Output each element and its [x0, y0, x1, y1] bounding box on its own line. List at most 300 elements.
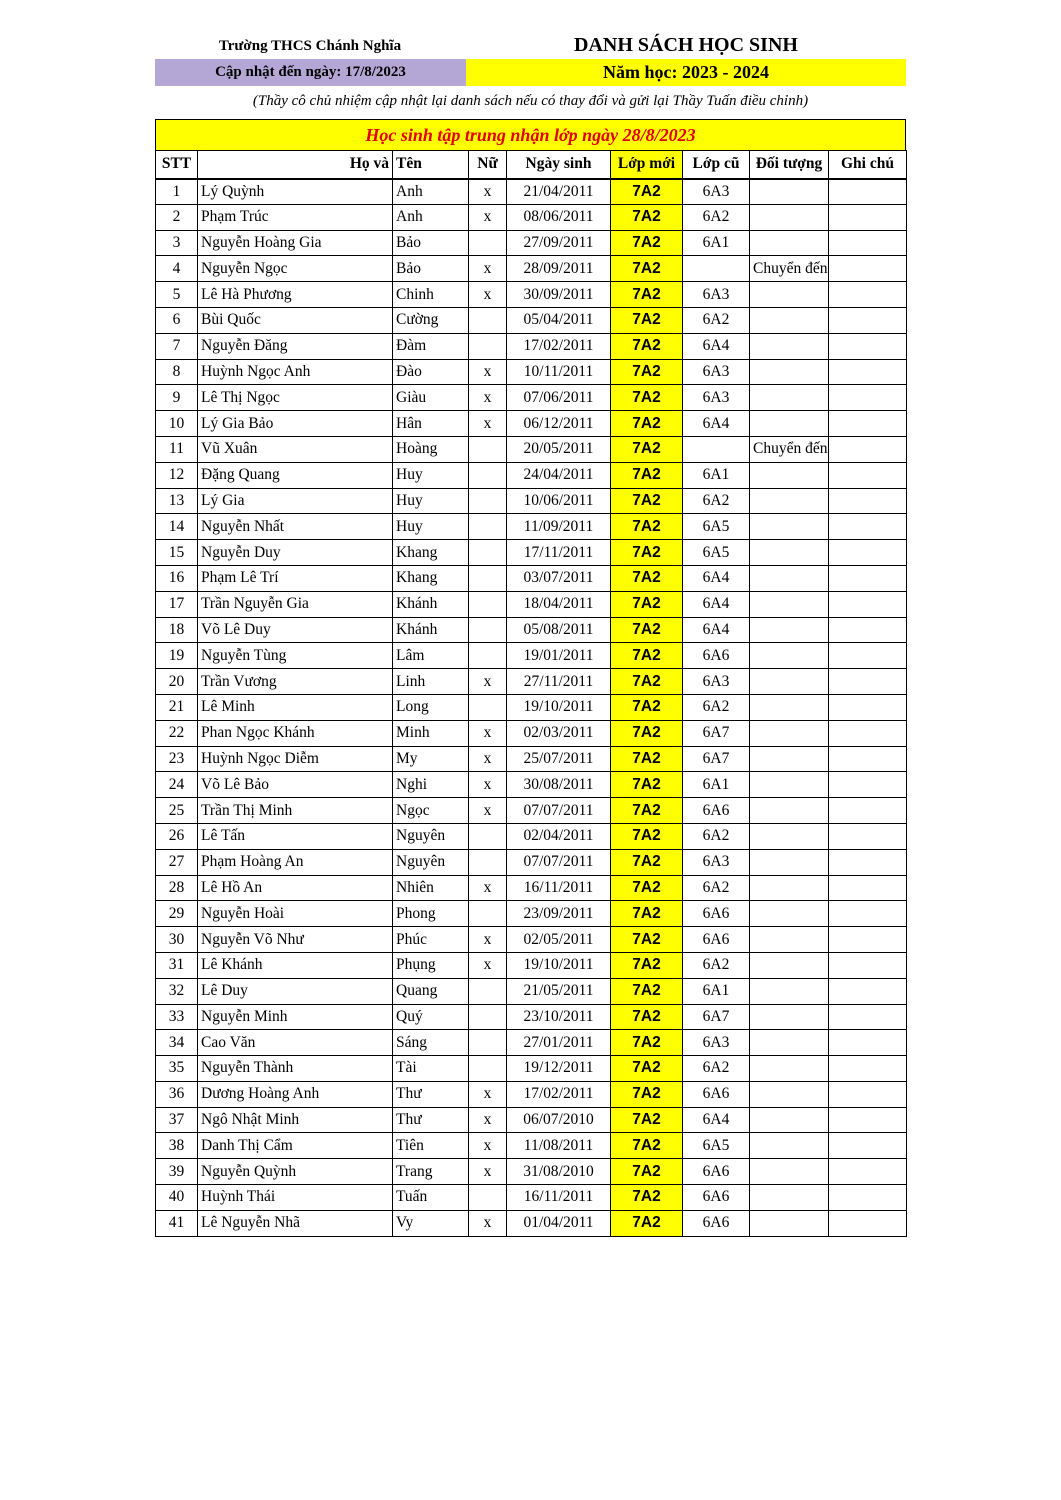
cell-nu: x	[469, 1081, 507, 1107]
cell-doi-tuong	[750, 385, 829, 411]
cell-lop-moi: 7A2	[611, 307, 683, 333]
table-row	[156, 540, 907, 566]
cell-ghi-chu	[829, 282, 907, 308]
cell-nu	[469, 436, 507, 462]
cell-doi-tuong	[750, 617, 829, 643]
cell-doi-tuong	[750, 669, 829, 695]
cell-ghi-chu	[829, 875, 907, 901]
cell-ho: Lê Thị Ngọc	[198, 385, 393, 411]
cell-doi-tuong	[750, 1133, 829, 1159]
cell-doi-tuong	[750, 720, 829, 746]
cell-ten: Phúc	[393, 927, 469, 953]
cell-nu: x	[469, 204, 507, 230]
cell-ho: Đặng Quang	[198, 462, 393, 488]
cell-lop-cu: 6A3	[683, 179, 750, 205]
cell-doi-tuong	[750, 462, 829, 488]
cell-doi-tuong: Chuyển đến	[750, 256, 829, 282]
cell-ho: Phạm Lê Trí	[198, 565, 393, 591]
cell-stt: 14	[156, 514, 198, 540]
cell-lop-cu: 6A5	[683, 540, 750, 566]
table-row	[156, 643, 907, 669]
cell-lop-moi: 7A2	[611, 514, 683, 540]
table-row	[156, 282, 907, 308]
cell-ho: Phan Ngọc Khánh	[198, 720, 393, 746]
cell-stt: 23	[156, 746, 198, 772]
cell-lop-moi: 7A2	[611, 875, 683, 901]
cell-nu	[469, 230, 507, 256]
school-year: Năm học: 2023 - 2024	[466, 59, 906, 86]
cell-ghi-chu	[829, 1159, 907, 1185]
cell-lop-cu: 6A1	[683, 978, 750, 1004]
cell-nu: x	[469, 1133, 507, 1159]
cell-nu	[469, 823, 507, 849]
cell-ghi-chu	[829, 307, 907, 333]
cell-doi-tuong	[750, 488, 829, 514]
cell-doi-tuong	[750, 230, 829, 256]
cell-lop-cu: 6A6	[683, 798, 750, 824]
cell-lop-moi: 7A2	[611, 591, 683, 617]
cell-stt: 40	[156, 1185, 198, 1211]
cell-lop-cu: 6A6	[683, 643, 750, 669]
cell-ten: Đào	[393, 359, 469, 385]
cell-lop-cu: 6A6	[683, 1185, 750, 1211]
cell-ho: Nguyễn Quỳnh	[198, 1159, 393, 1185]
cell-lop-cu: 6A6	[683, 1081, 750, 1107]
cell-ghi-chu	[829, 978, 907, 1004]
cell-ho: Lê Duy	[198, 978, 393, 1004]
cell-lop-moi: 7A2	[611, 204, 683, 230]
cell-doi-tuong	[750, 901, 829, 927]
cell-ten: Chinh	[393, 282, 469, 308]
table-row	[156, 436, 907, 462]
cell-ho: Trần Vương	[198, 669, 393, 695]
cell-doi-tuong	[750, 694, 829, 720]
cell-ho: Lê Minh	[198, 694, 393, 720]
cell-ten: Linh	[393, 669, 469, 695]
cell-ngay-sinh: 21/05/2011	[507, 978, 611, 1004]
cell-lop-cu: 6A3	[683, 359, 750, 385]
cell-nu	[469, 978, 507, 1004]
cell-lop-moi: 7A2	[611, 540, 683, 566]
cell-nu	[469, 1030, 507, 1056]
table-row	[156, 798, 907, 824]
cell-ten: Bảo	[393, 230, 469, 256]
cell-ho: Võ Lê Bảo	[198, 772, 393, 798]
cell-stt: 12	[156, 462, 198, 488]
col-header-ten: Tên	[393, 151, 469, 179]
cell-ten: Phụng	[393, 952, 469, 978]
cell-stt: 11	[156, 436, 198, 462]
cell-ten: Thư	[393, 1081, 469, 1107]
table-row	[156, 488, 907, 514]
cell-ngay-sinh: 23/10/2011	[507, 1004, 611, 1030]
cell-stt: 33	[156, 1004, 198, 1030]
cell-ngay-sinh: 20/05/2011	[507, 436, 611, 462]
cell-ten: Tài	[393, 1056, 469, 1082]
cell-ho: Lê Hà Phương	[198, 282, 393, 308]
cell-ho: Bùi Quốc	[198, 307, 393, 333]
cell-ngay-sinh: 27/09/2011	[507, 230, 611, 256]
cell-ghi-chu	[829, 540, 907, 566]
cell-doi-tuong	[750, 540, 829, 566]
table-row	[156, 746, 907, 772]
table-row	[156, 1030, 907, 1056]
cell-ngay-sinh: 25/07/2011	[507, 746, 611, 772]
cell-lop-cu: 6A2	[683, 875, 750, 901]
cell-ghi-chu	[829, 411, 907, 437]
cell-lop-cu: 6A3	[683, 1030, 750, 1056]
cell-nu: x	[469, 1159, 507, 1185]
cell-ghi-chu	[829, 256, 907, 282]
cell-nu: x	[469, 179, 507, 205]
cell-stt: 3	[156, 230, 198, 256]
cell-ho: Nguyễn Thành	[198, 1056, 393, 1082]
cell-ho: Phạm Hoàng An	[198, 849, 393, 875]
cell-lop-cu: 6A7	[683, 720, 750, 746]
cell-ho: Lê Hồ An	[198, 875, 393, 901]
cell-ghi-chu	[829, 591, 907, 617]
cell-doi-tuong	[750, 823, 829, 849]
cell-ghi-chu	[829, 1210, 907, 1236]
cell-ho: Nguyễn Hoài	[198, 901, 393, 927]
cell-ho: Nguyễn Nhất	[198, 514, 393, 540]
cell-doi-tuong	[750, 1004, 829, 1030]
table-row	[156, 617, 907, 643]
cell-ten: Cường	[393, 307, 469, 333]
cell-ngay-sinh: 30/08/2011	[507, 772, 611, 798]
cell-stt: 24	[156, 772, 198, 798]
cell-ho: Huỳnh Thái	[198, 1185, 393, 1211]
cell-doi-tuong	[750, 411, 829, 437]
cell-nu: x	[469, 256, 507, 282]
cell-stt: 18	[156, 617, 198, 643]
cell-stt: 13	[156, 488, 198, 514]
cell-ngay-sinh: 17/02/2011	[507, 1081, 611, 1107]
cell-stt: 35	[156, 1056, 198, 1082]
cell-lop-moi: 7A2	[611, 978, 683, 1004]
cell-ngay-sinh: 02/04/2011	[507, 823, 611, 849]
cell-lop-moi: 7A2	[611, 1081, 683, 1107]
cell-ghi-chu	[829, 359, 907, 385]
cell-ghi-chu	[829, 1004, 907, 1030]
cell-ghi-chu	[829, 462, 907, 488]
cell-ghi-chu	[829, 1030, 907, 1056]
table-row	[156, 1056, 907, 1082]
cell-ghi-chu	[829, 746, 907, 772]
cell-stt: 17	[156, 591, 198, 617]
table-row	[156, 1185, 907, 1211]
col-header-doi-tuong: Đối tượng	[750, 151, 829, 179]
cell-lop-moi: 7A2	[611, 617, 683, 643]
cell-nu: x	[469, 1210, 507, 1236]
cell-ngay-sinh: 31/08/2010	[507, 1159, 611, 1185]
cell-stt: 31	[156, 952, 198, 978]
cell-ngay-sinh: 24/04/2011	[507, 462, 611, 488]
cell-lop-moi: 7A2	[611, 772, 683, 798]
cell-lop-moi: 7A2	[611, 1159, 683, 1185]
cell-ho: Lý Gia	[198, 488, 393, 514]
cell-lop-cu: 6A3	[683, 849, 750, 875]
cell-lop-moi: 7A2	[611, 462, 683, 488]
cell-doi-tuong	[750, 591, 829, 617]
cell-ghi-chu	[829, 1185, 907, 1211]
cell-ho: Cao Văn	[198, 1030, 393, 1056]
cell-ho: Nguyễn Duy	[198, 540, 393, 566]
table-row	[156, 411, 907, 437]
cell-nu: x	[469, 746, 507, 772]
cell-lop-cu: 6A2	[683, 488, 750, 514]
table-row	[156, 1133, 907, 1159]
table-header-row	[156, 151, 907, 179]
cell-lop-moi: 7A2	[611, 333, 683, 359]
cell-nu	[469, 565, 507, 591]
cell-ghi-chu	[829, 901, 907, 927]
cell-doi-tuong	[750, 514, 829, 540]
col-header-ngay-sinh: Ngày sinh	[507, 151, 611, 179]
cell-doi-tuong	[750, 952, 829, 978]
cell-ngay-sinh: 10/06/2011	[507, 488, 611, 514]
cell-lop-moi: 7A2	[611, 823, 683, 849]
cell-doi-tuong	[750, 307, 829, 333]
cell-nu: x	[469, 720, 507, 746]
cell-nu	[469, 540, 507, 566]
cell-lop-moi: 7A2	[611, 282, 683, 308]
cell-ngay-sinh: 06/07/2010	[507, 1107, 611, 1133]
cell-ten: Giàu	[393, 385, 469, 411]
col-header-stt: STT	[156, 151, 198, 179]
cell-ho: Võ Lê Duy	[198, 617, 393, 643]
cell-lop-moi: 7A2	[611, 436, 683, 462]
cell-stt: 1	[156, 179, 198, 205]
cell-ho: Vũ Xuân	[198, 436, 393, 462]
cell-ghi-chu	[829, 694, 907, 720]
cell-nu	[469, 617, 507, 643]
col-header-lop-moi: Lớp mới	[611, 151, 683, 179]
cell-ngay-sinh: 07/07/2011	[507, 798, 611, 824]
cell-ten: Lâm	[393, 643, 469, 669]
table-row	[156, 849, 907, 875]
cell-lop-cu: 6A4	[683, 591, 750, 617]
cell-ten: Nguyên	[393, 823, 469, 849]
cell-ho: Nguyễn Võ Như	[198, 927, 393, 953]
cell-lop-moi: 7A2	[611, 669, 683, 695]
cell-doi-tuong	[750, 333, 829, 359]
cell-ngay-sinh: 11/08/2011	[507, 1133, 611, 1159]
cell-doi-tuong	[750, 978, 829, 1004]
cell-lop-cu: 6A2	[683, 694, 750, 720]
table-row	[156, 307, 907, 333]
cell-doi-tuong	[750, 179, 829, 205]
cell-ten: Khang	[393, 540, 469, 566]
cell-ten: Tiên	[393, 1133, 469, 1159]
cell-stt: 15	[156, 540, 198, 566]
cell-ngay-sinh: 06/12/2011	[507, 411, 611, 437]
cell-ho: Lý Gia Bảo	[198, 411, 393, 437]
cell-ho: Huỳnh Ngọc Anh	[198, 359, 393, 385]
cell-ngay-sinh: 01/04/2011	[507, 1210, 611, 1236]
cell-doi-tuong	[750, 1107, 829, 1133]
cell-stt: 38	[156, 1133, 198, 1159]
cell-lop-moi: 7A2	[611, 1107, 683, 1133]
cell-lop-cu: 6A5	[683, 514, 750, 540]
cell-lop-cu: 6A4	[683, 1107, 750, 1133]
cell-ten: Khánh	[393, 591, 469, 617]
cell-lop-cu: 6A6	[683, 1210, 750, 1236]
cell-lop-cu: 6A2	[683, 307, 750, 333]
cell-nu	[469, 849, 507, 875]
cell-ngay-sinh: 16/11/2011	[507, 875, 611, 901]
table-row	[156, 694, 907, 720]
cell-ten: Sáng	[393, 1030, 469, 1056]
cell-ten: Minh	[393, 720, 469, 746]
cell-lop-cu: 6A1	[683, 772, 750, 798]
cell-stt: 5	[156, 282, 198, 308]
cell-lop-moi: 7A2	[611, 488, 683, 514]
cell-stt: 26	[156, 823, 198, 849]
cell-nu	[469, 1185, 507, 1211]
cell-ho: Huỳnh Ngọc Diễm	[198, 746, 393, 772]
cell-ngay-sinh: 07/07/2011	[507, 849, 611, 875]
cell-doi-tuong	[750, 565, 829, 591]
cell-ghi-chu	[829, 1133, 907, 1159]
cell-lop-cu: 6A7	[683, 1004, 750, 1030]
cell-doi-tuong	[750, 798, 829, 824]
cell-lop-cu: 6A6	[683, 901, 750, 927]
cell-ten: Tuấn	[393, 1185, 469, 1211]
cell-stt: 19	[156, 643, 198, 669]
cell-ho: Lý Quỳnh	[198, 179, 393, 205]
cell-lop-cu: 6A2	[683, 952, 750, 978]
cell-doi-tuong	[750, 875, 829, 901]
student-table-body	[156, 179, 907, 1237]
cell-ngay-sinh: 19/12/2011	[507, 1056, 611, 1082]
cell-lop-cu: 6A4	[683, 617, 750, 643]
cell-nu	[469, 901, 507, 927]
cell-lop-moi: 7A2	[611, 230, 683, 256]
cell-ho: Trần Nguyễn Gia	[198, 591, 393, 617]
cell-lop-moi: 7A2	[611, 927, 683, 953]
cell-ten: Huy	[393, 514, 469, 540]
cell-ten: Nhiên	[393, 875, 469, 901]
table-row	[156, 1081, 907, 1107]
cell-stt: 32	[156, 978, 198, 1004]
cell-ghi-chu	[829, 514, 907, 540]
cell-ngay-sinh: 27/11/2011	[507, 669, 611, 695]
cell-doi-tuong	[750, 746, 829, 772]
cell-ten: Khánh	[393, 617, 469, 643]
cell-nu: x	[469, 1107, 507, 1133]
cell-ho: Phạm Trúc	[198, 204, 393, 230]
cell-nu: x	[469, 952, 507, 978]
cell-lop-moi: 7A2	[611, 694, 683, 720]
cell-ten: Huy	[393, 488, 469, 514]
cell-nu	[469, 1004, 507, 1030]
cell-lop-cu: 6A3	[683, 669, 750, 695]
cell-doi-tuong	[750, 643, 829, 669]
cell-stt: 29	[156, 901, 198, 927]
cell-ngay-sinh: 10/11/2011	[507, 359, 611, 385]
cell-lop-cu: 6A2	[683, 1056, 750, 1082]
cell-ghi-chu	[829, 798, 907, 824]
cell-lop-moi: 7A2	[611, 746, 683, 772]
cell-lop-cu: 6A6	[683, 927, 750, 953]
cell-stt: 20	[156, 669, 198, 695]
cell-ten: Hoàng	[393, 436, 469, 462]
cell-ngay-sinh: 21/04/2011	[507, 179, 611, 205]
cell-ghi-chu	[829, 823, 907, 849]
cell-lop-cu: 6A4	[683, 411, 750, 437]
cell-nu	[469, 462, 507, 488]
table-row	[156, 901, 907, 927]
cell-stt: 10	[156, 411, 198, 437]
cell-lop-moi: 7A2	[611, 1210, 683, 1236]
col-header-lop-cu: Lớp cũ	[683, 151, 750, 179]
cell-stt: 22	[156, 720, 198, 746]
cell-nu	[469, 333, 507, 359]
cell-stt: 2	[156, 204, 198, 230]
cell-nu	[469, 694, 507, 720]
cell-nu: x	[469, 282, 507, 308]
cell-ten: Bảo	[393, 256, 469, 282]
cell-stt: 39	[156, 1159, 198, 1185]
cell-ten: Khang	[393, 565, 469, 591]
cell-ten: Anh	[393, 204, 469, 230]
cell-ten: Quang	[393, 978, 469, 1004]
cell-doi-tuong	[750, 849, 829, 875]
updated-date: Cập nhật đến ngày: 17/8/2023	[155, 59, 466, 86]
cell-doi-tuong	[750, 1056, 829, 1082]
cell-nu: x	[469, 875, 507, 901]
cell-ten: Đàm	[393, 333, 469, 359]
cell-ghi-chu	[829, 772, 907, 798]
cell-nu	[469, 1056, 507, 1082]
cell-ghi-chu	[829, 204, 907, 230]
table-row	[156, 720, 907, 746]
cell-ten: Trang	[393, 1159, 469, 1185]
cell-lop-moi: 7A2	[611, 952, 683, 978]
table-row	[156, 359, 907, 385]
cell-ghi-chu	[829, 849, 907, 875]
cell-ten: Anh	[393, 179, 469, 205]
table-row	[156, 179, 907, 205]
cell-ten: My	[393, 746, 469, 772]
cell-nu: x	[469, 927, 507, 953]
cell-ghi-chu	[829, 720, 907, 746]
cell-ho: Nguyễn Hoàng Gia	[198, 230, 393, 256]
cell-doi-tuong	[750, 359, 829, 385]
cell-ngay-sinh: 19/01/2011	[507, 643, 611, 669]
cell-ho: Dương Hoàng Anh	[198, 1081, 393, 1107]
cell-lop-cu: 6A3	[683, 385, 750, 411]
cell-lop-moi: 7A2	[611, 256, 683, 282]
cell-ghi-chu	[829, 617, 907, 643]
cell-ngay-sinh: 08/06/2011	[507, 204, 611, 230]
cell-stt: 41	[156, 1210, 198, 1236]
cell-ngay-sinh: 02/05/2011	[507, 927, 611, 953]
cell-nu: x	[469, 669, 507, 695]
table-row	[156, 823, 907, 849]
cell-doi-tuong	[750, 1081, 829, 1107]
cell-stt: 21	[156, 694, 198, 720]
cell-ghi-chu	[829, 488, 907, 514]
cell-lop-moi: 7A2	[611, 385, 683, 411]
col-header-nu: Nữ	[469, 151, 507, 179]
cell-ghi-chu	[829, 669, 907, 695]
cell-stt: 34	[156, 1030, 198, 1056]
cell-lop-cu	[683, 256, 750, 282]
cell-nu: x	[469, 411, 507, 437]
cell-stt: 25	[156, 798, 198, 824]
